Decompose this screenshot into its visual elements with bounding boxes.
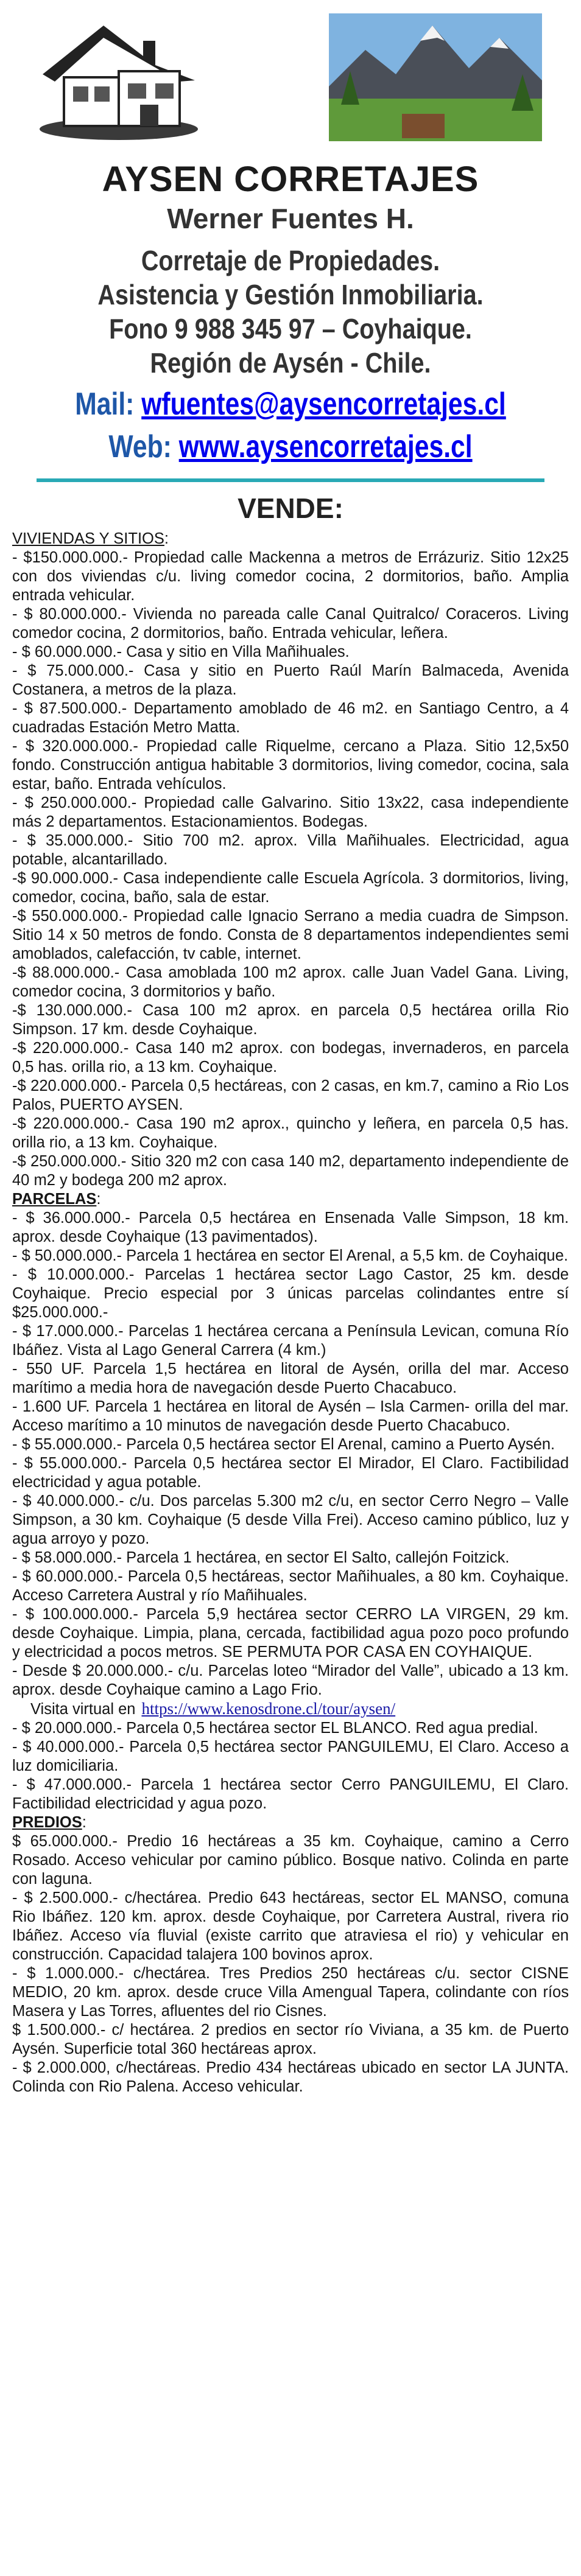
list-item: - $ 20.000.000.- Parcela 0,5 hectárea sector EL BLANCO. Red agua predial. [12,1720,538,1737]
list-item: - 1.600 UF. Parcela 1 hectárea en litoral de Aysén – Isla Carmen- orilla del mar. Acceso marítimo a 10 minutos de navegación desde Puerto Chacabuco. [12,1398,569,1434]
mail-label: Mail: [75,387,135,422]
vende-heading: VENDE: [238,492,343,524]
virtual-tour-row [12,1699,569,1719]
list-item: -$ 88.000.000.- Casa amoblada 100 m2 aprox. calle Juan Vadel Gana. Living, comedor cocina, 3 dormitorios y baño. [12,964,569,1000]
virtual-tour-label: Visita virtual en [30,1701,136,1718]
list-item: -$ 130.000.000.- Casa 100 m2 aprox. en parcela 0,5 hectárea orilla Rio Simpson. 17 km. desde Coyhaique. [12,1002,569,1038]
list-item: - $ 60.000.000.- Casa y sitio en Villa Mañihuales. [12,643,350,660]
listing: VIVIENDAS Y SITIOS: - $150.000.000.- Propiedad calle Mackenna a metros de Errázuriz. Sitio 12x25 con dos viviendas c/u. living comedor cocina, 2 dormitorios, baño. Amplia entrada vehicular. - $ 80.000.000.- Vivienda no pareada calle Canal Quitralco/ Coraceros. Living comedor cocina, 2 dormitorios, baño. Entrada vehicular, leñera. - $ 60.000.000.- Casa y sitio en Villa Mañihuales. - $ 75.000.000.- Casa y sitio en Puerto Raúl Marín Balmaceda, Avenida Costanera, a metros de la plaza. - $ 87.500.000.- Departamento amoblado de 46 m2. en Santiago Centro, a 4 cuadradas Estación Metro Matta. - $ 320.000.000.- Propiedad calle Riquelme, cercano a Plaza. Sitio 12,5x50 fondo. Construcción antigua habitable 3 dormitorios, living comedor, cocina, sala estar, baño. Entrada vehículos. - $ 250.000.000.- Propiedad calle Galvarino. Sitio 13x22, casa independiente más 2 departamentos. Estacionamientos. Bodegas. - $ 35.000.000.- Sitio 700 m2. aprox. Villa Mañihuales. Electricidad, agua potable, alcantarillado. -$ 90.000.000.- Casa independiente calle Escuela Agrícola. 3 dormitorios, living, comedor, cocina, baño, sala de estar. -$ 550.000.000.- Propiedad calle Ignacio Serrano a media cuadra de Simpson. Sitio 14 x 50 metros de fondo. Consta de 8 departamentos independientes semi amoblados, calefacción, tv cable, internet. -$ 88.000.000.- Casa amoblada 100 m2 aprox. calle Juan Vadel Gana. Living, comedor cocina, 3 dormitorios y baño. -$ 130.000.000.- Casa 100 m2 aprox. en parcela 0,5 hectárea orilla Rio Simpson. 17 km. desde Coyhaique. -$ 220.000.000.- Casa 140 m2 aprox. con bodegas, invernaderos, en parcela 0,5 has. orilla rio, a 13 km. Coyhaique. -$ 220.000.000.- Parcela 0,5 hectáreas, con 2 casas, en km.7, camino a Rio Los Palos, PUERTO AYSEN. -$ 220.000.000.- Casa 190 m2 aprox., quincho y leñera, en parcela 0,5 has. orilla rio, a 13 km. Coyhaique. -$ 250.000.000.- Sitio 320 m2 con casa 140 m2, departamento independiente de 40 m2 y bodega 200 m2 aprox. PARCELAS: - $ 36.000.000.- Parcela 0,5 hectárea en Ensenada Valle Simpson, 18 km. aprox. desde Coyhaique (13 pavimentados). - $ 50.000.000.- Parcela 1 hectárea en sector El Arenal, a 5,5 km. de Coyhaique. - $ 10.000.000.- Parcelas 1 hectárea sector Lago Castor, 25 km. desde Coyhaique. Precio especial por 3 únicas parcelas colindantes entre sí $25.000.000.- - $ 17.000.000.- Parcelas 1 hectárea cercana a Península Levican, comuna Río Ibáñez. Vista al Lago General Carrera (4 km.) - 550 UF. Parcela 1,5 hectárea en litoral de Aysén, orilla del mar. Acceso marítimo a media hora de navegación desde Puerto Chacabuco. - 1.600 UF. Parcela 1 hectárea en litoral de Aysén – Isla Carmen- orilla del mar. Acceso marítimo a 10 minutos de navegación desde Puerto Chacabuco. - $ 55.000.000.- Parcela 0,5 hectárea sector El Arenal, camino a Puerto Aysén. - $ 55.000.000.- Parcela 0,5 hectárea sector El Mirador, El Claro. Factibilidad electricidad y agua potable. - $ 40.000.000.- c/u. Dos parcelas 5.300 m2 c/u, en sector Cerro Negro – Valle Simpson, a 30 km. Coyhaique (5 desde Villa Frei). Acceso camino público, luz y agua arroyo y pozo. - $ 58.000.000.- Parcela 1 hectárea, en sector El Salto, callejón Foitzick. - $ 60.000.000.- Parcela 0,5 hectáreas, sector Mañihuales, a 80 km. Coyhaique. Acceso Carretera Austral y río Mañihuales. - $ 100.000.000.- Parcela 5,9 hectárea sector CERRO LA VIRGEN, 29 km. desde Coyhaique. Limpia, plana, cercada, factibilidad agua pozo poco profundo y electricidad a pocos metros. SE PERMUTA POR CASA EN COYHAIQUE. - Desde $ 20.000.000.- c/u. Parcelas loteo “Mirador del Valle”, ubicado a 13 km. aprox. desde Coyhaique camino a Lago Frio. Visita virtual en https://www.kenosdrone.cl/tour/aysen/ - $ 20.000.000.- Parcela 0,5 hectárea sector EL BLANCO. Red agua predial. - $ 40.000.000.- Parcela 0,5 hectárea sector PANGUILEMU, El Claro. Acceso a luz domiciliaria. - $ 47.000.000.- Parcela 1 hectárea sector Cerro PANGUILEMU, El Claro. Factibilidad electricidad y agua pozo. PREDIOS: $ 65.000.000.- Predio 16 hectáreas a 35 km. Coyhaique, camino a Cerro Rosado. Acceso vehicular por camino público. Bosque nativo. Colinda en parte con laguna. - $ 2.500.000.- c/hectárea. Predio 643 hectáreas, sector EL MANSO, comuna Rio Ibáñez. 120 km. aprox. desde Coyhaique, por Carretera Austral, rivera rio Ibáñez. Acceso vía fluvial (existe carrito que atraviesa el rio) y vehicular en construcción. Capacidad talajera 100 bovinos aprox. - $ 1.000.000.- c/hectárea. Tres Predios 250 hectáreas c/u. sector CISNE MEDIO, 20 km. aprox. desde cruce Villa Amengual Tapera, colindante con ríos Masera y Las Torres, afluentes del rio Cisnes. $ 1.500.000.- c/ hectárea. 2 predios en sector río Viviana, a 35 km. de Puerto Aysén. Superficie total 360 hectáreas aprox. - $ 2.000.000, c/hectáreas. Predio 434 hectáreas ubicado en sector LA JUNTA. Colinda con Rio Palena. Acceso vehicular. [12,530,569,2095]
list-item: - $ 40.000.000.- Parcela 0,5 hectárea sector PANGUILEMU, El Claro. Acceso a luz domiciliaria. [12,1738,569,1774]
list-item: $ 65.000.000.- Predio 16 hectáreas a 35 km. Coyhaique, camino a Cerro Rosado. Acceso vehicular por camino público. Bosque nativo. Colinda en parte con laguna. [12,1833,569,1888]
list-item: - $ 1.000.000.- c/hectárea. Tres Predios 250 hectáreas c/u. sector CISNE MEDIO, 20 km. aprox. desde cruce Villa Amengual Tapera, colindante con ríos Masera y Las Torres, afluentes del rio Cisnes. [12,1965,569,2020]
list-item: -$ 550.000.000.- Propiedad calle Ignacio Serrano a media cuadra de Simpson. Sitio 14 x 50 metros de fondo. Consta de 8 departamentos independientes semi amoblados, calefacción, tv cable, internet. [12,908,569,962]
web-label: Web: [108,429,172,464]
header-line: Corretaje de Propiedades. [141,245,440,276]
owner-name: Werner Fuentes H. [167,203,414,234]
header-line: Asistencia y Gestión Inmobiliaria. [97,279,484,310]
header-line: Región de Aysén - Chile. [150,347,431,379]
list-item: - $ 58.000.000.- Parcela 1 hectárea, en sector El Salto, callejón Foitzick. [12,1549,510,1566]
list-item: - $ 10.000.000.- Parcelas 1 hectárea sector Lago Castor, 25 km. desde Coyhaique. Precio especial por 3 únicas parcelas colindantes entre sí $25.000.000.- [12,1266,569,1321]
list-item: - 550 UF. Parcela 1,5 hectárea en litoral de Aysén, orilla del mar. Acceso marítimo a media hora de navegación desde Puerto Chacabuco. [12,1360,569,1396]
section-heading-predios: PREDIOS [12,1814,82,1831]
company-title: AYSEN CORRETAJES [102,159,479,199]
section-heading-parcelas: PARCELAS [12,1191,97,1208]
header-line: Fono 9 988 345 97 – Coyhaique. [109,313,472,345]
list-item: - $ 50.000.000.- Parcela 1 hectárea en sector El Arenal, a 5,5 km. de Coyhaique. [12,1247,568,1264]
list-item: - $ 100.000.000.- Parcela 5,9 hectárea sector CERRO LA VIRGEN, 29 km. desde Coyhaique. Limpia, plana, cercada, factibilidad agua pozo poco profundo y electricidad a pocos metros. SE PERMUTA POR CASA EN COYHAIQUE. [12,1606,569,1661]
list-item: - $ 55.000.000.- Parcela 0,5 hectárea sector El Arenal, camino a Puerto Aysén. [12,1436,555,1453]
list-item: - Desde $ 20.000.000.- c/u. Parcelas loteo “Mirador del Valle”, ubicado a 13 km. aprox. desde Coyhaique camino a Lago Frio. [12,1662,569,1698]
banner [0,0,581,155]
list-item: - $ 60.000.000.- Parcela 0,5 hectáreas, sector Mañihuales, a 80 km. Coyhaique. Acceso Carretera Austral y río Mañihuales. [12,1568,569,1604]
virtual-tour-link[interactable]: https://www.kenosdrone.cl/tour/aysen/ [141,1699,396,1718]
section-heading-viviendas: VIVIENDAS Y SITIOS [12,530,164,547]
list-item: - $ 75.000.000.- Casa y sitio en Puerto Raúl Marín Balmaceda, Avenida Costanera, a metros de la plaza. [12,662,569,698]
header [0,159,581,525]
divider [37,478,544,482]
mail-link[interactable]: wfuentes@aysencorretajes.cl [141,387,506,422]
list-item: - $150.000.000.- Propiedad calle Mackenna a metros de Errázuriz. Sitio 12x25 con dos viviendas c/u. living comedor cocina, 2 dormitorios, baño. Amplia entrada vehicular. [12,549,569,604]
list-item: - $ 17.000.000.- Parcelas 1 hectárea cercana a Península Levican, comuna Río Ibáñez. Vista al Lago General Carrera (4 km.) [12,1323,569,1359]
list-item: -$ 220.000.000.- Casa 140 m2 aprox. con bodegas, invernaderos, en parcela 0,5 has. orilla rio, a 13 km. Coyhaique. [12,1040,569,1076]
list-item: - $ 40.000.000.- c/u. Dos parcelas 5.300 m2 c/u, en sector Cerro Negro – Valle Simpson, a 30 km. Coyhaique (5 desde Villa Frei). Acceso camino público, luz y agua arroyo y pozo. [12,1493,569,1547]
list-item: - $ 320.000.000.- Propiedad calle Riquelme, cercano a Plaza. Sitio 12,5x50 fondo. Construcción antigua habitable 3 dormitorios, living comedor, cocina, sala estar, baño. Entrada vehículos. [12,738,569,793]
list-item: - $ 36.000.000.- Parcela 0,5 hectárea en Ensenada Valle Simpson, 18 km. aprox. desde Coyhaique (13 pavimentados). [12,1209,569,1245]
viviendas-list [12,548,569,1190]
list-item: -$ 220.000.000.- Parcela 0,5 hectáreas, con 2 casas, en km.7, camino a Rio Los Palos, PUERTO AYSEN. [12,1077,569,1113]
header-lines [0,243,581,380]
list-item: - $ 80.000.000.- Vivienda no pareada calle Canal Quitralco/ Coraceros. Living comedor cocina, 2 dormitorios, baño. Entrada vehicular, leñera. [12,606,569,642]
list-item: $ 1.500.000.- c/ hectárea. 2 predios en sector río Viviana, a 35 km. de Puerto Aysén. Superficie total 360 hectáreas aprox. [12,2021,569,2057]
list-item: - $ 87.500.000.- Departamento amoblado de 46 m2. en Santiago Centro, a 4 cuadradas Estación Metro Matta. [12,700,569,736]
predios-list [12,1832,569,2096]
list-item: - $ 47.000.000.- Parcela 1 hectárea sector Cerro PANGUILEMU, El Claro. Factibilidad electricidad y agua pozo. [12,1776,569,1812]
list-item: -$ 90.000.000.- Casa independiente calle Escuela Agrícola. 3 dormitorios, living, comedor, cocina, baño, sala de estar. [12,870,569,906]
parcelas-list [12,1209,569,1813]
list-item: - $ 250.000.000.- Propiedad calle Galvarino. Sitio 13x22, casa independiente más 2 departamentos. Estacionamientos. Bodegas. [12,794,569,830]
web-row [52,429,529,465]
list-item: -$ 250.000.000.- Sitio 320 m2 con casa 140 m2, departamento independiente de 40 m2 y bodega 200 m2 aprox. [12,1153,569,1189]
list-item: - $ 55.000.000.- Parcela 0,5 hectárea sector El Mirador, El Claro. Factibilidad electricidad y agua potable. [12,1455,569,1491]
web-link[interactable]: www.aysencorretajes.cl [178,429,473,464]
house-icon [37,13,201,144]
mail-row [52,386,529,422]
list-item: - $ 2.000.000, c/hectáreas. Predio 434 hectáreas ubicado en sector LA JUNTA. Colinda con Rio Palena. Acceso vehicular. [12,2059,569,2095]
list-item: - $ 2.500.000.- c/hectárea. Predio 643 hectáreas, sector EL MANSO, comuna Rio Ibáñez. 120 km. aprox. desde Coyhaique, por Carretera Austral, rivera rio Ibáñez. Acceso vía fluvial (existe carrito que atraviesa el rio) y vehicular en construcción. Capacidad talajera 100 bovinos aprox. [12,1889,569,1963]
list-item: - $ 35.000.000.- Sitio 700 m2. aprox. Villa Mañihuales. Electricidad, agua potable, alcantarillado. [12,832,569,868]
mountain-landscape-photo [329,13,542,141]
list-item: -$ 220.000.000.- Casa 190 m2 aprox., quincho y leñera, en parcela 0,5 has. orilla rio, a 13 km. Coyhaique. [12,1115,569,1151]
